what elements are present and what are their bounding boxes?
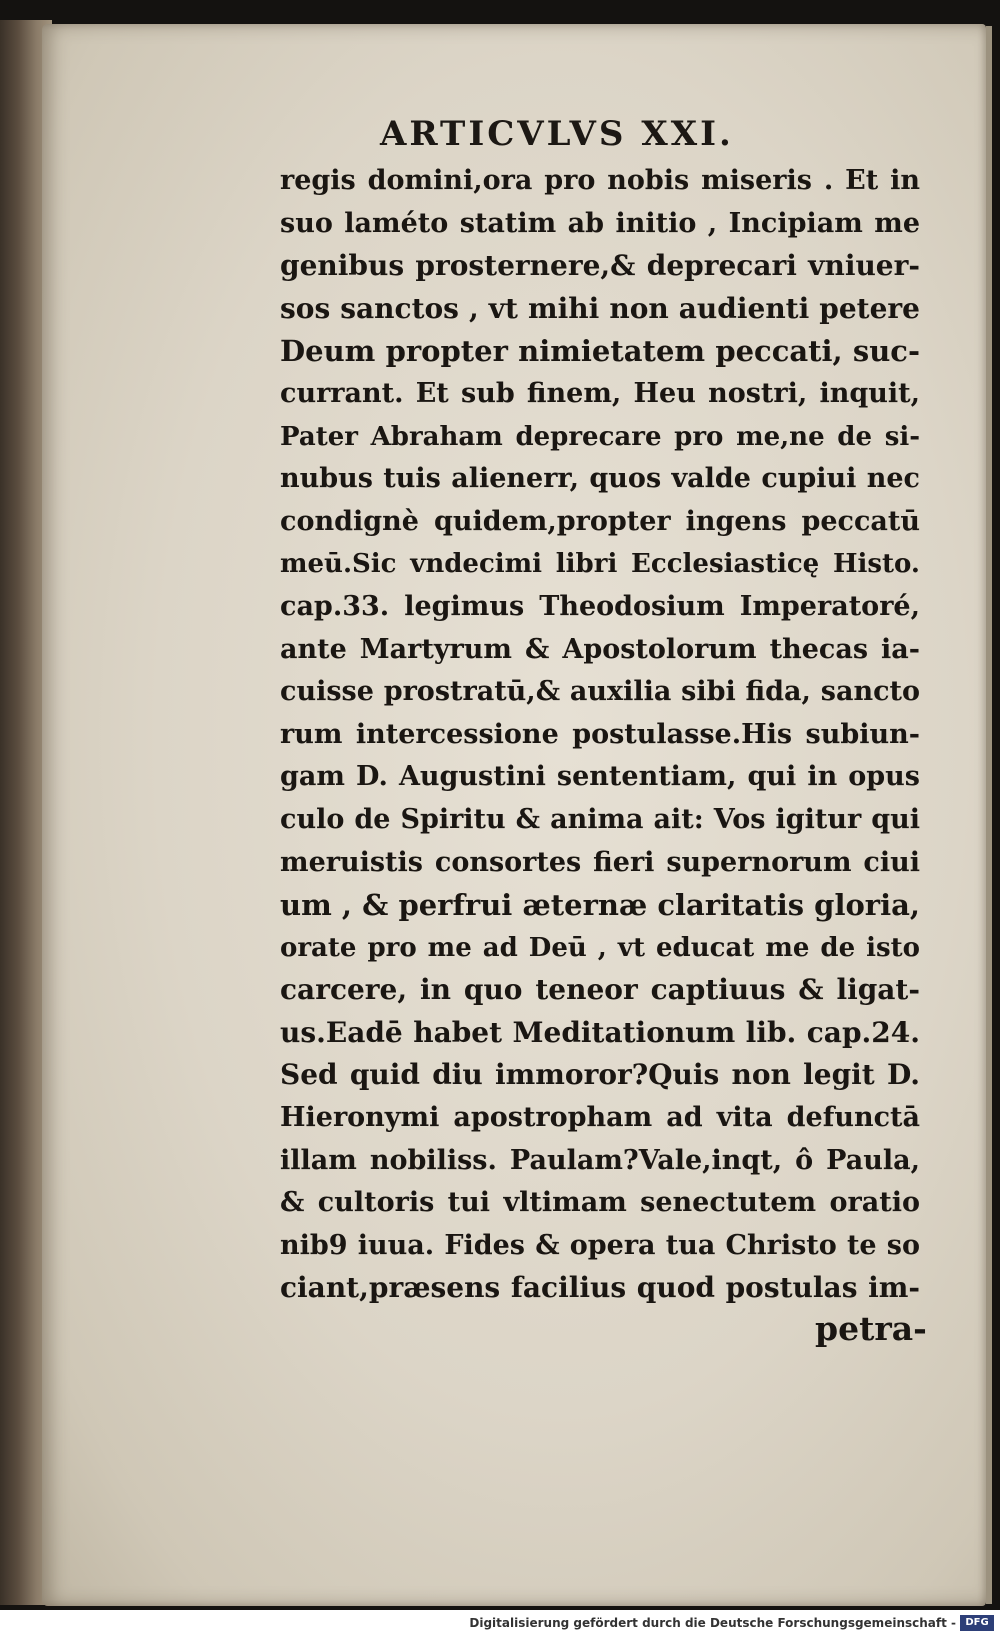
text-line: ante Martyrum & Apostolorum thecas ia-: [280, 633, 920, 665]
text-line: Deum propter nimietatem peccati, suc-: [280, 334, 920, 369]
text-line: orate pro me ad Deū , vt educat me de isto: [280, 932, 920, 963]
text-line: regis domini,ora pro nobis miseris . Et in: [280, 165, 920, 196]
running-head: ARTICVLVS XXI.: [380, 114, 734, 154]
funding-note: Digitalisierung gefördert durch die Deutsche Forschungsgemeinschaft -: [469, 1616, 956, 1630]
text-line: Pater Abraham deprecare pro me,ne de si-: [280, 421, 920, 452]
text-line: us.Eadē habet Meditationum lib. cap.24.: [280, 1015, 920, 1049]
text-line: meū.Sic vndecimi libri Ecclesiasticę Histo.: [280, 549, 920, 580]
body-text: [280, 160, 920, 1310]
text-line: sos sanctos , vt mihi non audienti petere: [280, 291, 920, 325]
text-line: currant. Et sub finem, Heu nostri, inquit,: [280, 377, 920, 409]
footer-bar: [0, 1610, 1000, 1638]
text-line: cuisse prostratū,& auxilia sibi fida, sancto: [280, 676, 920, 708]
text-line: & cultoris tui vltimam senectutem oratio: [280, 1187, 920, 1219]
text-line: rum intercessione postulasse.His subiun-: [280, 718, 920, 750]
catchword: petra-: [815, 1309, 927, 1348]
page-right-edge: [986, 26, 992, 1604]
text-line: meruistis consortes fieri supernorum ciui: [280, 846, 920, 878]
text-line: nubus tuis alienerr, quos valde cupiui nec: [280, 463, 920, 495]
text-line: um , & perfrui æternæ claritatis gloria,: [280, 888, 920, 923]
text-line: condignè quidem,propter ingens peccatū: [280, 505, 920, 537]
text-line: genibus prosternere,& deprecari vniuer-: [280, 249, 920, 283]
text-line: gam D. Augustini sententiam, qui in opus: [280, 761, 920, 793]
text-line: culo de Spiritu & anima ait: Vos igitur qui: [280, 803, 920, 835]
text-line: suo laméto statim ab initio , Incipiam me: [280, 207, 920, 239]
text-line: nib9 iuua. Fides & opera tua Christo te so: [280, 1229, 920, 1261]
text-line: Sed quid diu immoror?Quis non legit D.: [280, 1058, 920, 1092]
dfg-logo: DFG: [960, 1615, 994, 1631]
text-line: ciant,præsens facilius quod postulas im-: [280, 1271, 920, 1305]
text-line: illam nobiliss. Paulam?Vale,inqt, ô Paula,: [280, 1144, 920, 1176]
text-line: carcere, in quo teneor captiuus & ligat-: [280, 973, 920, 1007]
text-line: cap.33. legimus Theodosium Imperatoré,: [280, 590, 920, 622]
text-line: Hieronymi apostropham ad vita defunctā: [280, 1102, 920, 1134]
